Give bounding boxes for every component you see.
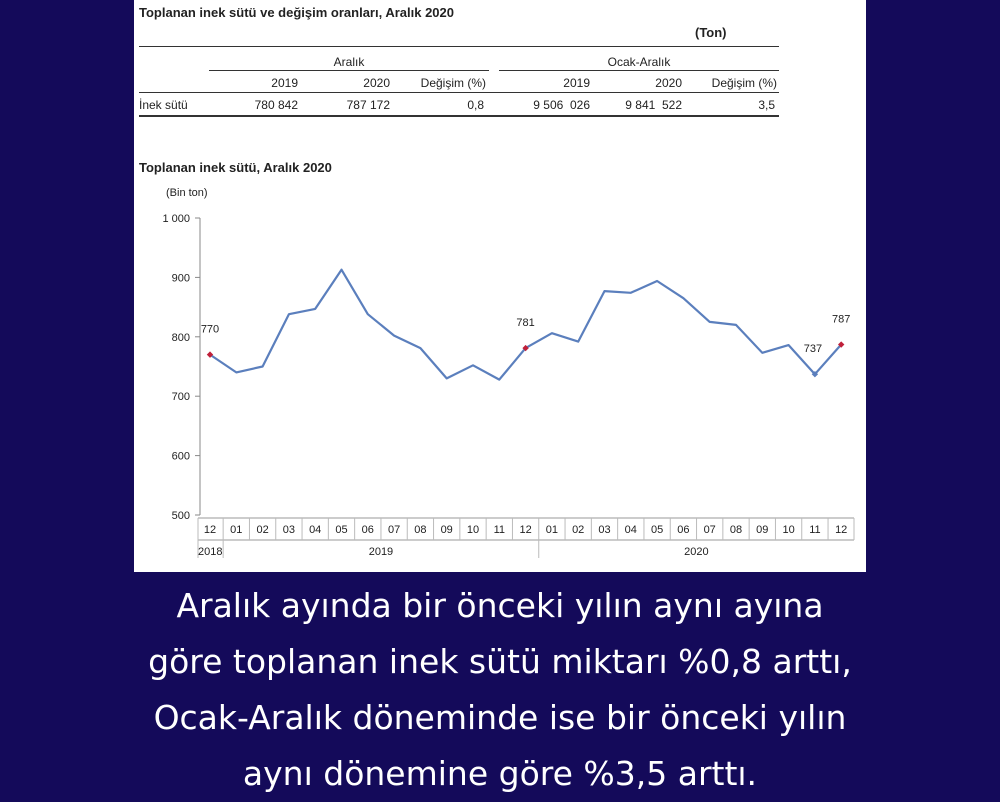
x-tick-label: 02: [256, 524, 269, 536]
x-tick-label: 06: [677, 524, 690, 536]
x-tick-label: 11: [809, 524, 821, 536]
caption: [20, 578, 980, 802]
col-header: 2020: [655, 76, 682, 90]
x-tick-label: 10: [466, 524, 480, 536]
line-chart: [134, 0, 866, 572]
col-header: 2019: [563, 76, 590, 90]
x-tick-label: 09: [756, 524, 769, 536]
row-value: 9 506 026: [533, 98, 590, 112]
data-label: 781: [516, 317, 535, 330]
y-tick-label: 900: [171, 272, 190, 285]
col-header: 2020: [363, 76, 390, 90]
x-tick-label: 02: [572, 524, 585, 536]
y-tick-label: 700: [171, 391, 190, 404]
x-tick-label: 05: [650, 524, 664, 536]
x-tick-label: 01: [545, 524, 559, 536]
x-tick-label: 11: [493, 524, 506, 536]
row-value: 3,5: [758, 98, 775, 112]
x-tick-label: 06: [361, 524, 374, 536]
y-tick-label: 800: [171, 331, 190, 344]
x-tick-label: 08: [414, 524, 427, 536]
data-label: 787: [832, 313, 851, 326]
year-label: 2019: [368, 546, 394, 558]
y-tick-label: 500: [171, 510, 190, 522]
col-header: Değişim (%): [420, 76, 486, 90]
x-tick-label: 07: [387, 524, 401, 536]
col-header: Değişim (%): [711, 76, 777, 90]
x-tick-label: 04: [309, 524, 322, 536]
row-value: 787 172: [346, 98, 390, 112]
y-tick-label: 1 000: [162, 213, 190, 225]
col-header: 2019: [271, 76, 298, 90]
x-tick-label: 03: [282, 524, 296, 536]
x-tick-label: 12: [835, 524, 848, 536]
x-tick-label: 12: [203, 524, 217, 536]
table-unit: (Ton): [695, 25, 727, 40]
x-tick-label: 12: [519, 524, 532, 536]
caption-line: aynı dönemine göre %3,5 arttı.: [242, 754, 758, 793]
data-label: 737: [803, 343, 823, 356]
caption-line: Aralık ayında bir önceki yılın aynı ayına: [176, 586, 824, 625]
year-label: 2020: [684, 546, 709, 558]
group-header-aralik: Aralık: [333, 55, 365, 69]
year-label: 2018: [198, 546, 223, 558]
row-value: 0,8: [467, 98, 484, 112]
x-tick-label: 03: [598, 524, 611, 536]
chart-title: Toplanan inek sütü, Aralık 2020: [139, 160, 332, 175]
data-label: 770: [200, 323, 220, 336]
x-tick-label: 05: [335, 524, 348, 536]
row-value: 9 841 522: [625, 98, 682, 112]
x-tick-label: 10: [782, 524, 795, 536]
row-value: 780 842: [254, 98, 298, 112]
y-axis-unit: (Bin ton): [166, 187, 208, 199]
y-tick-label: 600: [171, 450, 190, 463]
caption-line: Ocak-Aralık döneminde ise bir önceki yılın: [153, 698, 847, 737]
report-panel: [134, 0, 866, 572]
caption-line: göre toplanan inek sütü miktarı %0,8 arttı,: [148, 642, 852, 681]
x-tick-label: 01: [230, 524, 243, 536]
x-tick-label: 07: [703, 524, 716, 536]
group-header-ocak-aralik: Ocak-Aralık: [607, 55, 671, 69]
table-title: Toplanan inek sütü ve değişim oranları, Aralık 2020: [139, 5, 454, 20]
x-tick-label: 08: [729, 524, 743, 536]
x-tick-label: 09: [440, 524, 453, 536]
row-label: İnek sütü: [139, 98, 188, 112]
x-tick-label: 04: [624, 524, 637, 536]
